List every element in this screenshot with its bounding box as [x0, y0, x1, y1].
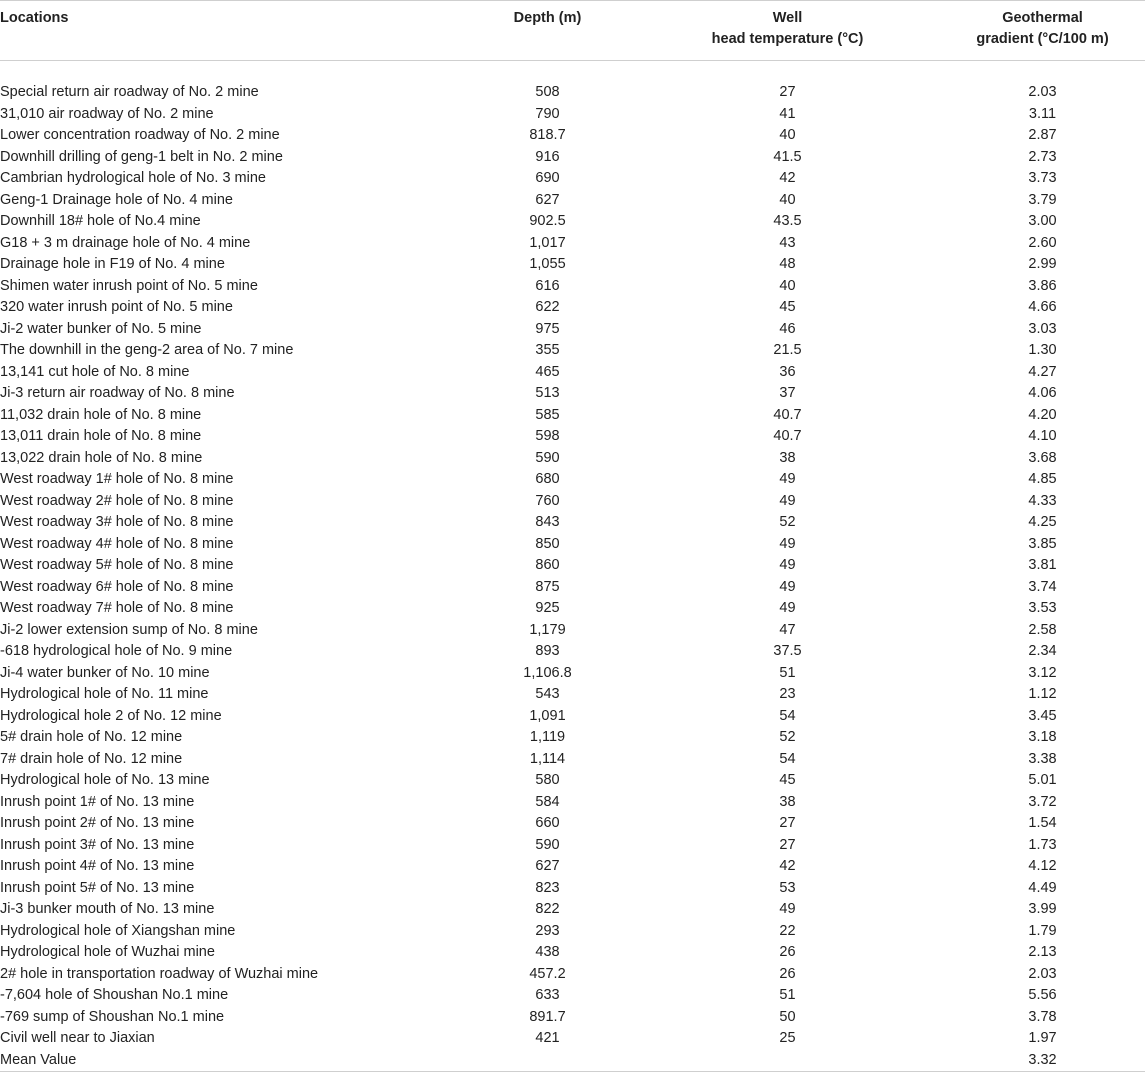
cell-gradient: 4.10 — [1028, 428, 1057, 444]
cell-location: 7# drain hole of No. 12 mine — [0, 750, 183, 767]
table-row — [0, 1050, 1145, 1072]
cell-gradient: 2.03 — [1028, 84, 1057, 100]
table-row — [0, 254, 1145, 276]
cell-location: Ji-2 lower extension sump of No. 8 mine — [0, 621, 258, 638]
cell-temperature: 36 — [779, 363, 796, 380]
table-row — [0, 835, 1145, 857]
cell-temperature: 40 — [779, 127, 796, 143]
table-row — [0, 899, 1145, 921]
table-row — [0, 276, 1145, 298]
cell-location: West roadway 5# hole of No. 8 mine — [0, 557, 234, 573]
cell-temperature: 49 — [779, 901, 796, 917]
cell-temperature: 27 — [779, 84, 796, 100]
cell-gradient: 3.03 — [1028, 320, 1057, 337]
cell-gradient: 3.81 — [1028, 557, 1057, 573]
table-row — [0, 921, 1145, 943]
cell-gradient: 2.13 — [1028, 944, 1057, 960]
table-row — [0, 426, 1145, 448]
table-header-row — [0, 1, 1145, 61]
cell-depth: 508 — [535, 84, 560, 100]
cell-depth: 465 — [535, 363, 560, 380]
table-row — [0, 82, 1145, 104]
cell-gradient: 4.33 — [1028, 492, 1057, 509]
cell-depth: 1,055 — [529, 256, 566, 272]
cell-gradient: 3.18 — [1028, 729, 1057, 745]
cell-depth: 893 — [535, 643, 560, 659]
table-row — [0, 1007, 1145, 1029]
cell-temperature: 38 — [779, 793, 796, 810]
column-header-gradient-line1: Geothermal — [1002, 10, 1083, 26]
cell-depth: 513 — [535, 385, 560, 401]
cell-gradient: 1.73 — [1028, 836, 1057, 853]
cell-gradient: 1.12 — [1028, 686, 1057, 702]
cell-location: 5# drain hole of No. 12 mine — [0, 729, 183, 745]
cell-location: Inrush point 3# of No. 13 mine — [0, 836, 195, 853]
cell-temperature: 49 — [779, 492, 796, 509]
cell-temperature: 41 — [779, 105, 796, 122]
cell-gradient: 4.85 — [1028, 471, 1057, 487]
cell-location: G18 + 3 m drainage hole of No. 4 mine — [0, 234, 251, 251]
cell-temperature: 42 — [779, 170, 796, 186]
cell-temperature: 21.5 — [773, 342, 802, 358]
cell-gradient: 4.12 — [1028, 858, 1057, 874]
cell-temperature: 51 — [779, 987, 796, 1003]
cell-depth: 584 — [535, 793, 560, 810]
cell-location: West roadway 4# hole of No. 8 mine — [0, 535, 234, 552]
column-header-depth-label: Depth (m) — [513, 10, 582, 26]
table-row — [0, 942, 1145, 964]
cell-temperature: 22 — [779, 922, 796, 939]
cell-depth: 690 — [535, 170, 560, 186]
cell-temperature: 47 — [779, 621, 796, 638]
table-row — [0, 491, 1145, 513]
cell-depth: 1,179 — [529, 621, 566, 638]
column-header-gradient-line2: gradient (°C/100 m) — [976, 31, 1109, 47]
cell-location: Hydrological hole of No. 13 mine — [0, 772, 210, 788]
cell-temperature: 54 — [779, 750, 796, 767]
cell-location: Geng-1 Drainage hole of No. 4 mine — [0, 191, 233, 208]
table-row — [0, 512, 1145, 534]
table-row — [0, 663, 1145, 685]
cell-location: Shimen water inrush point of No. 5 mine — [0, 277, 258, 294]
cell-gradient: 3.11 — [1028, 105, 1057, 122]
cell-location: 31,010 air roadway of No. 2 mine — [0, 105, 214, 122]
cell-gradient: 4.66 — [1028, 299, 1057, 315]
cell-location: Inrush point 2# of No. 13 mine — [0, 815, 195, 831]
table-row — [0, 749, 1145, 771]
cell-temperature: 43.5 — [773, 213, 802, 229]
cell-gradient: 4.25 — [1028, 514, 1057, 530]
cell-gradient: 3.79 — [1028, 191, 1057, 208]
table-body — [0, 61, 1145, 1072]
cell-temperature: 52 — [779, 729, 796, 745]
cell-location: Cambrian hydrological hole of No. 3 mine — [0, 170, 266, 186]
cell-temperature: 37 — [779, 385, 796, 401]
cell-gradient: 1.54 — [1028, 815, 1057, 831]
cell-gradient: 2.99 — [1028, 256, 1057, 272]
cell-depth: 760 — [535, 492, 560, 509]
column-header-depth — [430, 1, 645, 61]
cell-location: Ji-3 return air roadway of No. 8 mine — [0, 385, 235, 401]
cell-location: Downhill drilling of geng-1 belt in No. 2 mine — [0, 148, 283, 165]
cell-temperature: 40.7 — [773, 406, 802, 423]
table-row — [0, 770, 1145, 792]
cell-location: The downhill in the geng-2 area of No. 7 mine — [0, 342, 294, 358]
table-row — [0, 469, 1145, 491]
cell-gradient: 2.73 — [1028, 148, 1057, 165]
cell-temperature: 27 — [779, 836, 796, 853]
cell-temperature: 49 — [779, 535, 796, 552]
cell-temperature: 45 — [779, 299, 796, 315]
cell-location: 13,022 drain hole of No. 8 mine — [0, 449, 203, 466]
cell-location: Lower concentration roadway of No. 2 mine — [0, 127, 280, 143]
cell-location: 13,141 cut hole of No. 8 mine — [0, 363, 190, 380]
cell-temperature — [645, 1050, 930, 1072]
cell-depth: 627 — [535, 191, 560, 208]
cell-location: Inrush point 1# of No. 13 mine — [0, 793, 195, 810]
cell-temperature: 49 — [779, 471, 796, 487]
table-row — [0, 684, 1145, 706]
column-header-temperature-line1: Well — [772, 10, 803, 26]
cell-depth: 543 — [535, 686, 560, 702]
cell-depth: 850 — [535, 535, 560, 552]
cell-location: Hydrological hole 2 of No. 12 mine — [0, 707, 222, 724]
cell-gradient: 4.06 — [1028, 385, 1057, 401]
cell-gradient: 4.27 — [1028, 363, 1057, 380]
cell-location: Ji-4 water bunker of No. 10 mine — [0, 664, 210, 681]
cell-gradient: 5.01 — [1028, 772, 1057, 788]
cell-depth — [430, 1050, 645, 1072]
cell-depth: 293 — [535, 922, 560, 939]
table-row — [0, 856, 1145, 878]
cell-depth: 660 — [535, 815, 560, 831]
cell-gradient: 3.32 — [930, 1050, 1145, 1072]
cell-depth: 1,119 — [529, 729, 566, 745]
cell-temperature: 23 — [779, 686, 796, 702]
cell-location: 2# hole in transportation roadway of Wuzhai mine — [0, 965, 319, 982]
cell-depth: 818.7 — [529, 127, 566, 143]
cell-location: Hydrological hole of Wuzhai mine — [0, 944, 215, 960]
cell-temperature: 40.7 — [773, 428, 802, 444]
cell-temperature: 46 — [779, 320, 796, 337]
cell-gradient: 2.60 — [1028, 234, 1057, 251]
cell-temperature: 53 — [779, 879, 796, 896]
cell-depth: 627 — [535, 858, 560, 874]
cell-depth: 1,106.8 — [523, 664, 572, 681]
cell-depth: 438 — [535, 944, 560, 960]
table-row — [0, 383, 1145, 405]
cell-temperature: 54 — [779, 707, 796, 724]
cell-gradient: 3.68 — [1028, 449, 1057, 466]
column-header-gradient — [930, 1, 1145, 61]
cell-depth: 355 — [535, 342, 560, 358]
column-header-locations-label: Locations — [0, 10, 69, 26]
cell-location: Hydrological hole of Xiangshan mine — [0, 922, 236, 939]
cell-temperature: 26 — [779, 944, 796, 960]
cell-depth: 585 — [535, 406, 560, 423]
cell-gradient: 2.58 — [1028, 621, 1057, 638]
column-header-temperature-line2: head temperature (°C) — [711, 31, 864, 47]
cell-gradient: 3.72 — [1028, 793, 1057, 810]
table-row — [0, 448, 1145, 470]
table-row — [0, 577, 1145, 599]
cell-depth: 1,114 — [529, 750, 566, 767]
column-header-locations — [0, 1, 430, 61]
cell-gradient: 1.30 — [1028, 342, 1057, 358]
cell-depth: 590 — [535, 449, 560, 466]
table-row — [0, 405, 1145, 427]
cell-depth: 580 — [535, 772, 560, 788]
table-row — [0, 147, 1145, 169]
cell-temperature: 43 — [779, 234, 796, 251]
cell-depth: 622 — [535, 299, 560, 315]
table-row — [0, 792, 1145, 814]
cell-temperature: 41.5 — [773, 148, 802, 165]
cell-location: -769 sump of Shoushan No.1 mine — [0, 1008, 225, 1025]
cell-location: Inrush point 4# of No. 13 mine — [0, 858, 195, 874]
cell-depth: 843 — [535, 514, 560, 530]
cell-depth: 421 — [535, 1030, 560, 1046]
cell-depth: 925 — [535, 600, 560, 616]
cell-depth: 457.2 — [529, 965, 566, 982]
cell-gradient: 1.79 — [1028, 922, 1057, 939]
cell-temperature: 48 — [779, 256, 796, 272]
cell-gradient: 3.73 — [1028, 170, 1057, 186]
cell-temperature: 38 — [779, 449, 796, 466]
cell-location: 320 water inrush point of No. 5 mine — [0, 299, 233, 315]
cell-gradient: 3.12 — [1028, 664, 1057, 681]
table-row — [0, 1028, 1145, 1050]
cell-temperature: 49 — [779, 557, 796, 573]
cell-temperature: 25 — [779, 1030, 796, 1046]
cell-location: Special return air roadway of No. 2 mine — [0, 84, 259, 100]
cell-depth: 598 — [535, 428, 560, 444]
cell-location: Ji-3 bunker mouth of No. 13 mine — [0, 901, 215, 917]
cell-temperature: 26 — [779, 965, 796, 982]
table-row — [0, 878, 1145, 900]
cell-location: Downhill 18# hole of No.4 mine — [0, 213, 201, 229]
cell-gradient: 3.85 — [1028, 535, 1057, 552]
cell-temperature: 45 — [779, 772, 796, 788]
table-row — [0, 555, 1145, 577]
table-row — [0, 190, 1145, 212]
cell-gradient: 2.03 — [1028, 965, 1057, 982]
cell-gradient: 3.78 — [1028, 1008, 1057, 1025]
table-row — [0, 985, 1145, 1007]
cell-location: Mean Value — [0, 1050, 430, 1072]
cell-location: -7,604 hole of Shoushan No.1 mine — [0, 987, 229, 1003]
table-row — [0, 641, 1145, 663]
cell-location: West roadway 1# hole of No. 8 mine — [0, 471, 234, 487]
cell-depth: 916 — [535, 148, 560, 165]
cell-gradient: 3.86 — [1028, 277, 1057, 294]
cell-temperature: 49 — [779, 578, 796, 595]
cell-gradient: 4.49 — [1028, 879, 1057, 896]
cell-depth: 860 — [535, 557, 560, 573]
cell-location: West roadway 3# hole of No. 8 mine — [0, 514, 234, 530]
cell-location: West roadway 6# hole of No. 8 mine — [0, 578, 234, 595]
cell-temperature: 40 — [779, 277, 796, 294]
cell-depth: 822 — [535, 901, 560, 917]
column-header-temperature — [645, 1, 930, 61]
cell-depth: 902.5 — [529, 213, 566, 229]
cell-depth: 891.7 — [529, 1008, 566, 1025]
cell-location: Inrush point 5# of No. 13 mine — [0, 879, 195, 896]
cell-location: West roadway 2# hole of No. 8 mine — [0, 492, 234, 509]
table-row — [0, 319, 1145, 341]
cell-temperature: 50 — [779, 1008, 796, 1025]
cell-location: Ji-2 water bunker of No. 5 mine — [0, 320, 202, 337]
cell-depth: 633 — [535, 987, 560, 1003]
cell-location: 11,032 drain hole of No. 8 mine — [0, 406, 202, 423]
table-row — [0, 620, 1145, 642]
cell-depth: 590 — [535, 836, 560, 853]
table-row — [0, 964, 1145, 986]
cell-gradient: 2.34 — [1028, 643, 1057, 659]
cell-location: Hydrological hole of No. 11 mine — [0, 686, 209, 702]
cell-depth: 680 — [535, 471, 560, 487]
table-row — [0, 362, 1145, 384]
table-row — [0, 168, 1145, 190]
cell-gradient: 4.20 — [1028, 406, 1057, 423]
table-row — [0, 340, 1145, 362]
cell-temperature: 52 — [779, 514, 796, 530]
table-row — [0, 297, 1145, 319]
cell-location: West roadway 7# hole of No. 8 mine — [0, 600, 234, 616]
cell-temperature: 51 — [779, 664, 796, 681]
cell-gradient: 3.38 — [1028, 750, 1057, 767]
cell-location: Civil well near to Jiaxian — [0, 1030, 155, 1046]
table-spacer-row — [0, 61, 1145, 83]
cell-location: Drainage hole in F19 of No. 4 mine — [0, 256, 225, 272]
cell-temperature: 42 — [779, 858, 796, 874]
cell-gradient: 3.99 — [1028, 901, 1057, 917]
cell-temperature: 27 — [779, 815, 796, 831]
table-header — [0, 1, 1145, 61]
cell-gradient: 3.53 — [1028, 600, 1057, 616]
cell-temperature: 40 — [779, 191, 796, 208]
cell-depth: 790 — [535, 105, 560, 122]
cell-gradient: 2.87 — [1028, 127, 1057, 143]
cell-depth: 1,091 — [529, 707, 566, 724]
cell-gradient: 3.74 — [1028, 578, 1057, 595]
cell-depth: 875 — [535, 578, 560, 595]
cell-location: 13,011 drain hole of No. 8 mine — [0, 428, 202, 444]
table-row — [0, 534, 1145, 556]
cell-location: -618 hydrological hole of No. 9 mine — [0, 643, 233, 659]
cell-temperature: 37.5 — [773, 643, 802, 659]
table-row — [0, 813, 1145, 835]
table-row — [0, 598, 1145, 620]
table-row — [0, 104, 1145, 126]
cell-gradient: 3.00 — [1028, 213, 1057, 229]
cell-depth: 975 — [535, 320, 560, 337]
cell-depth: 1,017 — [529, 234, 566, 251]
cell-depth: 823 — [535, 879, 560, 896]
table-row — [0, 211, 1145, 233]
table-row — [0, 125, 1145, 147]
cell-gradient: 5.56 — [1028, 987, 1057, 1003]
cell-temperature: 49 — [779, 600, 796, 616]
cell-gradient: 3.45 — [1028, 707, 1057, 724]
table-row — [0, 706, 1145, 728]
cell-depth: 616 — [535, 277, 560, 294]
cell-gradient: 1.97 — [1028, 1030, 1057, 1046]
table-row — [0, 233, 1145, 255]
table-row — [0, 727, 1145, 749]
